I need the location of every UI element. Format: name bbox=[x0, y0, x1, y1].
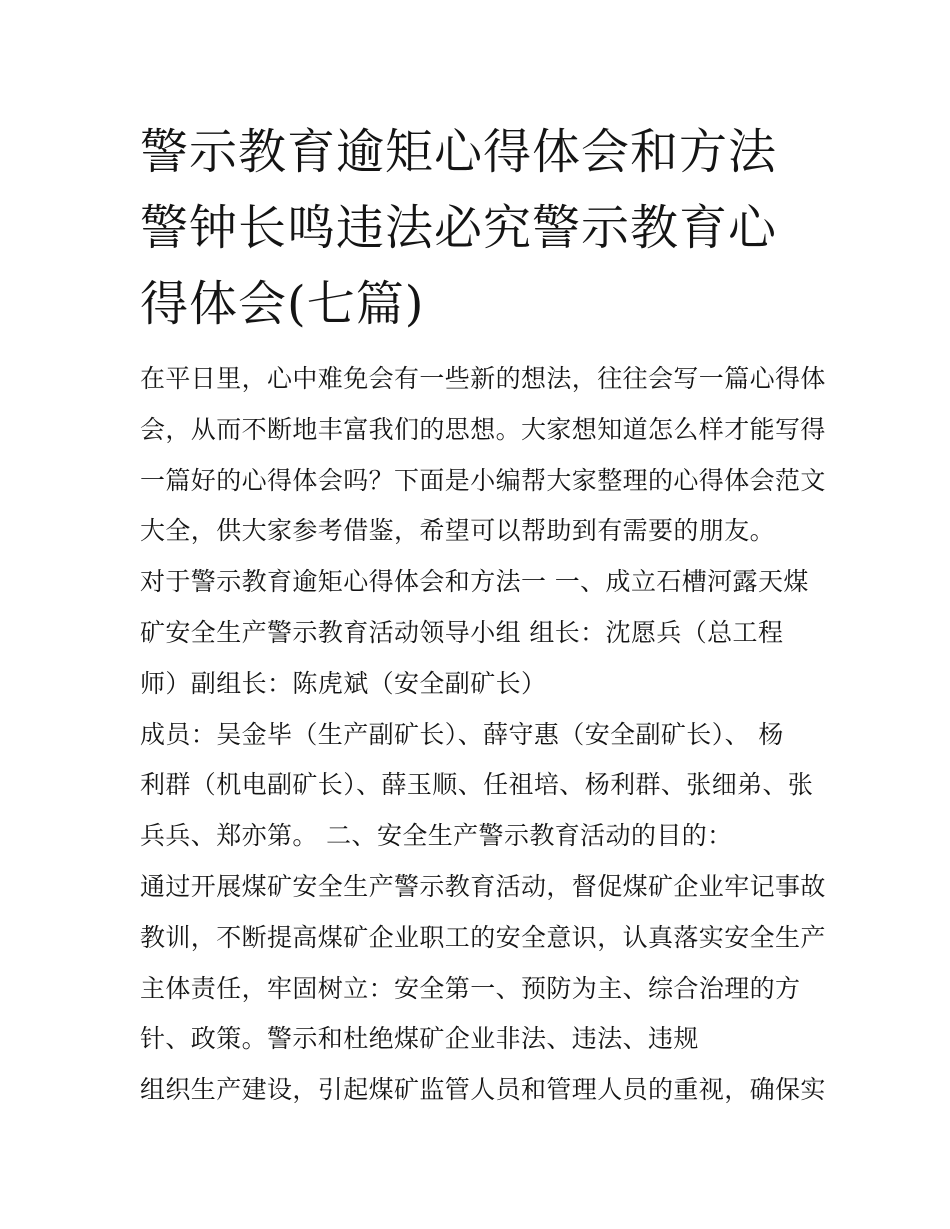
body-line: 会，从而不断地丰富我们的思想。大家想知道怎么样才能写得 bbox=[140, 414, 826, 444]
body-line: 对于警示教育逾矩心得体会和方法一 一、成立石槽河露天煤 bbox=[140, 567, 809, 597]
body-line: 教训，不断提高煤矿企业职工的安全意识，认真落实安全生产 bbox=[140, 922, 826, 952]
body-line: 组织生产建设，引起煤矿监管人员和管理人员的重视，确保实 bbox=[140, 1075, 826, 1105]
body-line: 利群（机电副矿长）、薛玉顺、任祖培、杨利群、张细弟、张 bbox=[140, 770, 814, 800]
title-line: 得体会(七篇) bbox=[140, 276, 425, 332]
document-title bbox=[140, 114, 820, 342]
title-line: 警示教育逾矩心得体会和方法 bbox=[140, 124, 778, 180]
document-body bbox=[140, 354, 826, 1116]
body-line: 针、政策。警示和杜绝煤矿企业非法、违法、违规 bbox=[140, 1024, 699, 1054]
body-line: 矿安全生产警示教育活动领导小组 组长：沈愿兵（总工程 bbox=[140, 617, 784, 647]
body-line: 通过开展煤矿安全生产警示教育活动，督促煤矿企业牢记事故 bbox=[140, 871, 826, 901]
body-line: 师）副组长：陈虎斌（安全副矿长） bbox=[140, 668, 547, 698]
body-line: 一篇好的心得体会吗？下面是小编帮大家整理的心得体会范文 bbox=[140, 465, 826, 495]
body-line: 大全，供大家参考借鉴，希望可以帮助到有需要的朋友。 bbox=[140, 516, 776, 546]
body-line: 在平日里，心中难免会有一些新的想法，往往会写一篇心得体 bbox=[140, 364, 826, 393]
body-line: 成员：吴金毕（生产副矿长）、薛守惠（安全副矿长）、 杨 bbox=[140, 719, 784, 749]
title-line: 警钟长鸣违法必究警示教育心 bbox=[140, 200, 778, 256]
body-line: 兵兵、郑亦第。 二、安全生产警示教育活动的目的： bbox=[140, 821, 733, 851]
body-line: 主体责任，牢固树立：安全第一、预防为主、综合治理的方 bbox=[140, 973, 801, 1003]
